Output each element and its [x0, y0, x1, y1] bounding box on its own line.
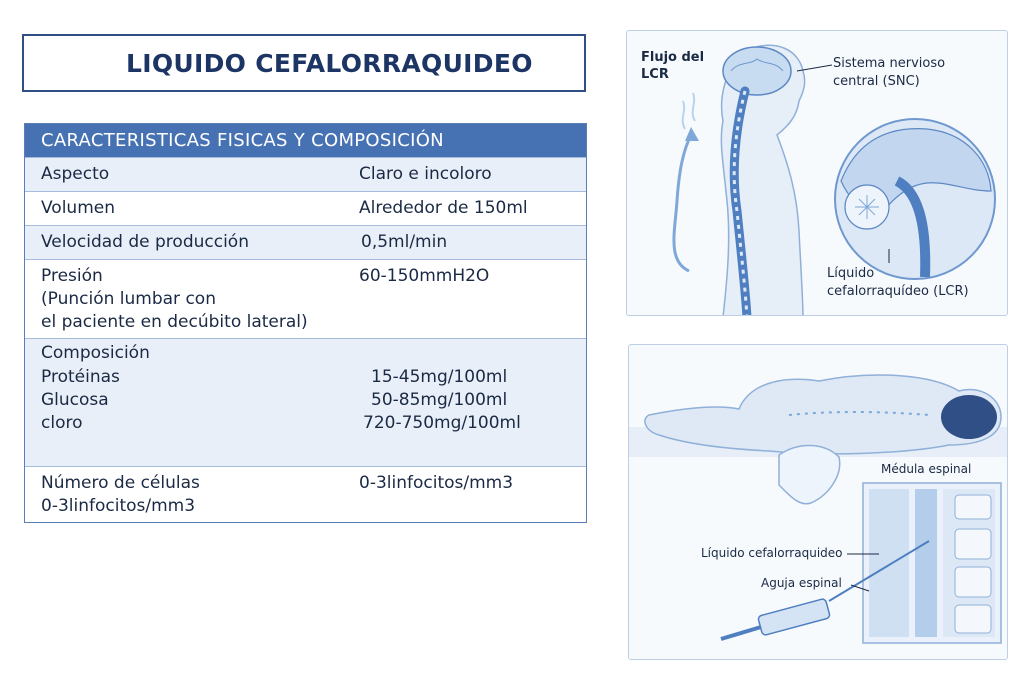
- table-row: [25, 259, 586, 338]
- cns-anatomy-illustration: [627, 31, 1008, 316]
- row-label: Composición: [41, 343, 150, 363]
- row-label: cloro: [41, 413, 83, 433]
- row-label: Presión: [41, 266, 103, 286]
- characteristics-table: [24, 123, 587, 523]
- csf-label: cefalorraquídeo (LCR): [827, 284, 969, 299]
- row-value: 0,5ml/min: [361, 232, 448, 252]
- table-row: [25, 466, 586, 523]
- row-label: Volumen: [41, 198, 116, 218]
- row-label: Glucosa: [41, 390, 109, 410]
- row-value: 0-3linfocitos/mm3: [359, 473, 514, 493]
- row-label: el paciente en decúbito lateral): [41, 312, 308, 332]
- lumbar-puncture-illustration: [629, 345, 1008, 660]
- lumbar-puncture-panel: [628, 344, 1008, 660]
- row-value: 720-750mg/100ml: [363, 413, 521, 433]
- row-label: 0-3linfocitos/mm3: [41, 496, 196, 516]
- csf-label: Líquido cefalorraquideo: [701, 546, 843, 560]
- row-value: 15-45mg/100ml: [371, 367, 508, 387]
- page-title: LIQUIDO CEFALORRAQUIDEO: [126, 48, 533, 78]
- cns-label: central (SNC): [833, 74, 920, 89]
- table-header: CARACTERISTICAS FISICAS Y COMPOSICIÓN: [25, 124, 586, 157]
- row-value: Claro e incoloro: [359, 164, 492, 184]
- flow-label: Flujo del: [641, 50, 705, 65]
- row-label: Aspecto: [41, 164, 110, 184]
- cns-illustration-panel: [626, 30, 1008, 316]
- table-row: [25, 225, 586, 259]
- table-row: [25, 191, 586, 225]
- spinal-cord-label: Médula espinal: [881, 462, 972, 476]
- row-label: Velocidad de producción: [41, 232, 249, 252]
- cns-label: Sistema nervioso: [833, 56, 946, 71]
- table-row: [25, 338, 586, 466]
- table-row: [25, 157, 586, 191]
- csf-label: Líquido: [827, 266, 875, 281]
- row-value: Alrededor de 150ml: [359, 198, 528, 218]
- row-label: (Punción lumbar con: [41, 289, 216, 309]
- row-value: 60-150mmH2O: [359, 266, 490, 286]
- row-label: Número de células: [41, 473, 200, 493]
- needle-label: Aguja espinal: [761, 576, 842, 590]
- flow-label: LCR: [641, 67, 669, 82]
- row-value: 50-85mg/100ml: [371, 390, 508, 410]
- title-box: [22, 34, 586, 92]
- row-label: Protéinas: [41, 367, 120, 387]
